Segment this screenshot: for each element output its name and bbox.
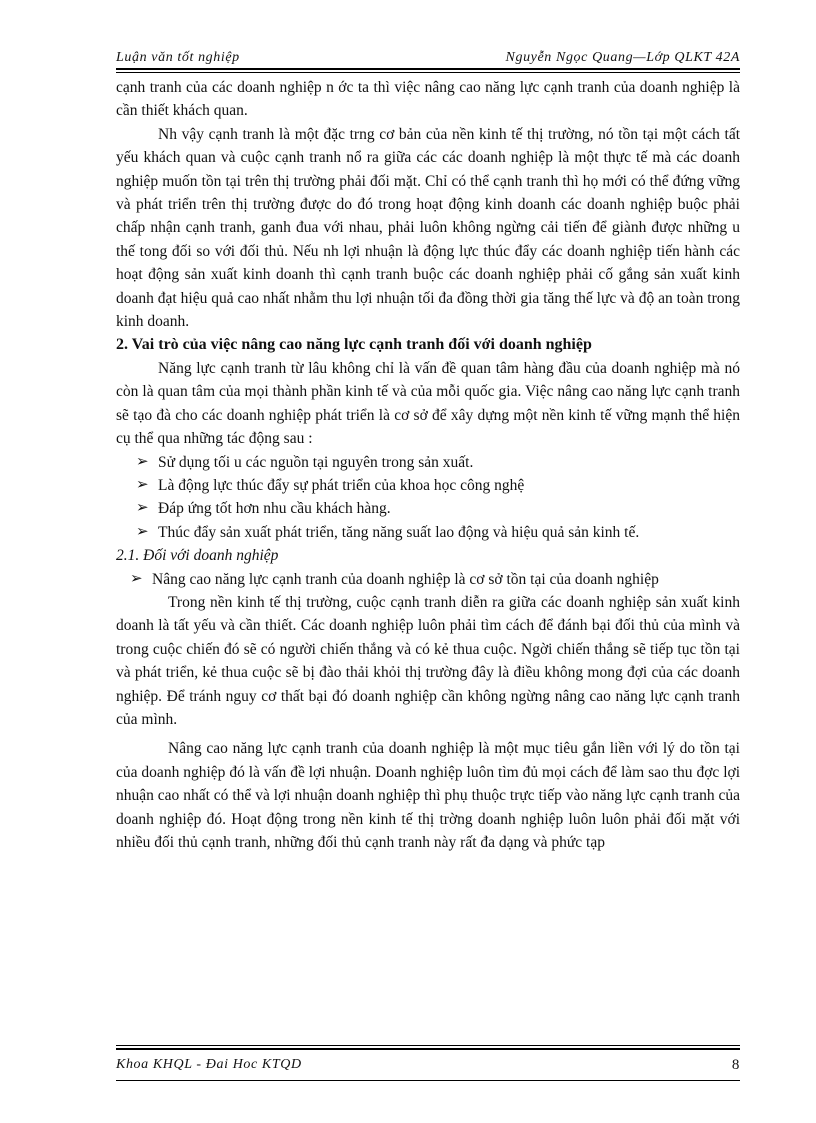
arrowhead-bullet-icon: ➢: [136, 523, 149, 540]
arrowhead-bullet-icon: ➢: [130, 570, 143, 587]
list-item-text: Là động lực thúc đẩy sự phát triển của khoa học công nghệ: [158, 476, 525, 494]
header-title: Luận văn tốt nghiệp: [116, 50, 240, 65]
list-item-text: Nâng cao năng lực cạnh tranh của doanh nghiệp là cơ sở tồn tại của doanh nghiệp: [152, 570, 659, 588]
list-item-text: Đáp ứng tốt hơn nhu cầu khách hàng.: [158, 500, 391, 518]
list-item: [116, 474, 740, 497]
paragraph: Năng lực cạnh tranh từ lâu không chỉ là vấn đề quan tâm hàng đầu của doanh nghiệp mà nó còn là quan tâm của mọi thành phần kinh tế và của mỗi quốc gia. Việc nâng cao năng lực cạnh tranh sẽ tạo đà cho các doanh nghiệp phát triển là cơ sở để xây dựng một nền kinh tế vững mạnh thể hiện cụ thể qua những tác động sau :: [116, 359, 740, 448]
arrowhead-bullet-icon: ➢: [136, 500, 149, 517]
page-footer: [116, 1057, 740, 1077]
header-rule-thin: [116, 72, 740, 73]
header-rule-thick: [116, 68, 740, 70]
list-item: [116, 497, 740, 520]
arrowhead-bullet-icon: ➢: [136, 476, 149, 493]
subsection-heading: 2.1. Đối với doanh nghiệp: [116, 547, 279, 565]
page-body: [116, 76, 740, 854]
footer-faculty: Khoa KHQL - Đai Hoc KTQD: [116, 1057, 302, 1072]
header-author: Nguyễn Ngọc Quang—Lớp QLKT 42A: [505, 50, 740, 65]
paragraph: Nâng cao năng lực cạnh tranh của doanh nghiệp là một mục tiêu gắn liền với lý do tồn tại của doanh nghiệp đó là vấn đề lợi nhuận. Doanh nghiệp luôn tìm đủ mọi cách để làm sao thu đợc lợi nhuận cao nhất có thể và lợi nhuận doanh nghiệp thì phụ thuộc trực tiếp vào năng lực cạnh tranh của doanh nghiệp đó. Hoạt động trong nền kinh tế thị trờng doanh nghiệp luôn luôn phải đối mặt với nhiều đối thủ cạnh tranh, những đối thủ cạnh tranh này rất đa dạng và phức tạp: [116, 740, 740, 851]
list-item: [116, 521, 740, 544]
list-item: [116, 568, 740, 591]
footer-rule-bottom: [116, 1080, 740, 1081]
page-header: [116, 50, 740, 68]
paragraph: Nh vậy cạnh tranh là một đặc trng cơ bản của nền kinh tế thị trường, nó tồn tại một cách tất yếu khách quan và cuộc cạnh tranh nổ ra giữa các các doanh nghiệp là một thực tế mà các doanh nghiệp muốn tồn tại trên thị trường phải đối mặt. Chỉ có thể cạnh tranh thì họ mới có thể đứng vững và phát triển trên thị trường được do đó trong hoạt động kinh doanh các doanh nghiệp buộc phải chấp nhận cạnh tranh, ganh đua với nhau, phải luôn không ngừng cải tiến để giành được những u thế tong đối so với đối thủ. Nếu nh lợi nhuận là động lực thúc đẩy các doanh nghiệp tiến hành các hoạt động sản xuất kinh doanh thì cạnh tranh buộc các doanh nghiệp phải cố gắng sản xuất kinh doanh đạt hiệu quả cao nhất nhằm thu lợi nhuận tối đa đồng thời gia tăng thế lực và độ an toàn trong kinh doanh.: [116, 125, 740, 331]
arrowhead-bullet-icon: ➢: [136, 453, 149, 470]
paragraph: cạnh tranh của các doanh nghiệp n ớc ta thì việc nâng cao năng lực cạnh tranh của doanh nghiệp là cần thiết khách quan.: [116, 79, 740, 120]
section-heading: 2. Vai trò của việc nâng cao năng lực cạnh tranh đối với doanh nghiệp: [116, 336, 592, 354]
footer-rule-thin: [116, 1045, 740, 1046]
list-item: [116, 451, 740, 474]
paragraph: Trong nền kinh tế thị trường, cuộc cạnh tranh diễn ra giữa các doanh nghiệp sản xuất kinh doanh là tất yếu và cần thiết. Các doanh nghiệp luôn phải tìm cách để đánh bại đối thủ của mình và trong cuộc chiến đó sẽ có người chiến thắng và có kẻ thua cuộc. Ngời chiến thắng sẽ tiếp tục tồn tại và phát triển, kẻ thua cuộc sẽ bị đào thải khỏi thị trường đây là điều không mong đợi của các doanh nghiệp. Để tránh nguy cơ thất bại đó doanh nghiệp cần không ngừng nâng cao năng lực cạnh tranh của mình.: [116, 593, 740, 728]
list-item-text: Thúc đẩy sản xuất phát triển, tăng năng suất lao động và hiệu quả sản kinh tế.: [158, 523, 640, 541]
page-number: 8: [731, 1057, 740, 1073]
list-item-text: Sử dụng tối u các nguồn tại nguyên trong sản xuất.: [158, 453, 474, 471]
footer-rule-thick: [116, 1048, 740, 1050]
